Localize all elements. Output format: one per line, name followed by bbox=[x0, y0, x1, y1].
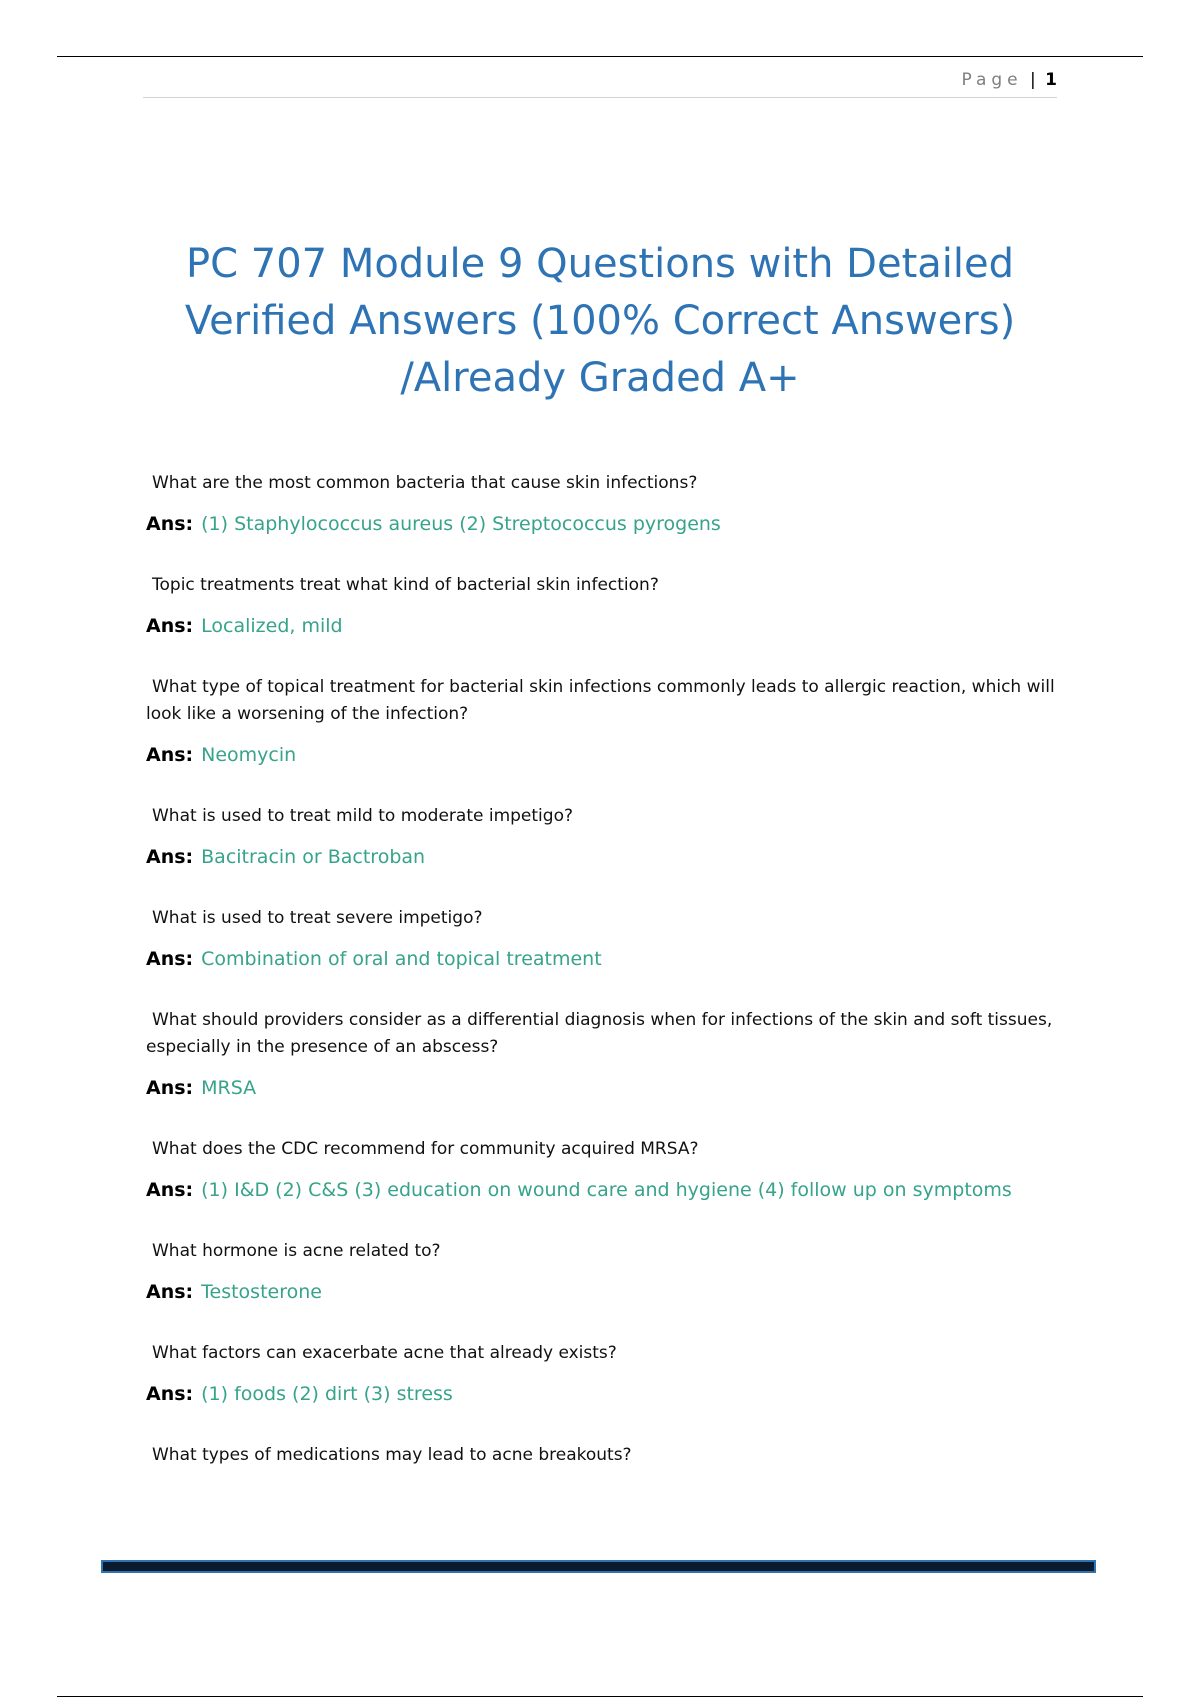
title-line-1: PC 707 Module 9 Questions with Detailed bbox=[185, 241, 1015, 287]
question: What hormone is acne related to? bbox=[152, 1241, 441, 1261]
answer-text: Combination of oral and topical treatment bbox=[201, 948, 602, 970]
question: What is used to treat severe impetigo? bbox=[152, 908, 483, 928]
answer-text: (1) I&D (2) C&S (3) education on wound care and hygiene (4) follow up on symptoms bbox=[201, 1179, 1012, 1201]
answer-label: Ans: bbox=[146, 1179, 194, 1201]
question: What is used to treat mild to moderate impetigo? bbox=[152, 806, 573, 826]
answer bbox=[146, 946, 1060, 972]
page-separator: | bbox=[1030, 70, 1036, 90]
answer bbox=[146, 844, 1060, 870]
top-rule bbox=[57, 56, 1143, 57]
answer bbox=[146, 511, 1060, 537]
title-line-2: Verified Answers (100% Correct Answers) bbox=[184, 298, 1016, 344]
answer bbox=[146, 613, 1060, 639]
answer bbox=[146, 1075, 1060, 1101]
question: Topic treatments treat what kind of bacterial skin infection? bbox=[152, 575, 659, 595]
question: What type of topical treatment for bacterial skin infections commonly leads to allergic reaction, which will look like a worsening of the infection? bbox=[146, 677, 1055, 724]
answer-text: MRSA bbox=[201, 1077, 257, 1099]
answer-label: Ans: bbox=[146, 1077, 194, 1099]
question: What does the CDC recommend for community acquired MRSA? bbox=[152, 1139, 699, 1159]
answer-label: Ans: bbox=[146, 615, 194, 637]
page-label: Page bbox=[961, 70, 1023, 90]
answer-text: (1) Staphylococcus aureus (2) Streptococcus pyrogens bbox=[201, 513, 721, 535]
answer-text: Testosterone bbox=[201, 1281, 322, 1303]
answer-text: (1) foods (2) dirt (3) stress bbox=[201, 1383, 453, 1405]
answer-label: Ans: bbox=[146, 513, 194, 535]
document-title bbox=[140, 236, 1060, 407]
answer-label: Ans: bbox=[146, 1281, 194, 1303]
answer-label: Ans: bbox=[146, 846, 194, 868]
question: What should providers consider as a differential diagnosis when for infections of the skin and soft tissues, especially in the presence of an abscess? bbox=[146, 1010, 1053, 1057]
bottom-rule bbox=[57, 1696, 1143, 1697]
page-number: 1 bbox=[1045, 70, 1057, 90]
answer bbox=[146, 1177, 1060, 1203]
answer bbox=[146, 1279, 1060, 1305]
question: What are the most common bacteria that cause skin infections? bbox=[152, 473, 698, 493]
question: What types of medications may lead to acne breakouts? bbox=[152, 1445, 632, 1465]
answer-label: Ans: bbox=[146, 1383, 194, 1405]
answer bbox=[146, 742, 1060, 768]
answer-label: Ans: bbox=[146, 948, 194, 970]
footer-bar bbox=[101, 1560, 1096, 1573]
answer-label: Ans: bbox=[146, 744, 194, 766]
page-header bbox=[143, 64, 1057, 98]
answer-text: Neomycin bbox=[201, 744, 297, 766]
answer bbox=[146, 1381, 1060, 1407]
question: What factors can exacerbate acne that already exists? bbox=[152, 1343, 617, 1363]
answer-text: Bacitracin or Bactroban bbox=[201, 846, 426, 868]
qa-list bbox=[146, 470, 1060, 1469]
title-line-3: /Already Graded A+ bbox=[400, 355, 800, 401]
answer-text: Localized, mild bbox=[201, 615, 343, 637]
